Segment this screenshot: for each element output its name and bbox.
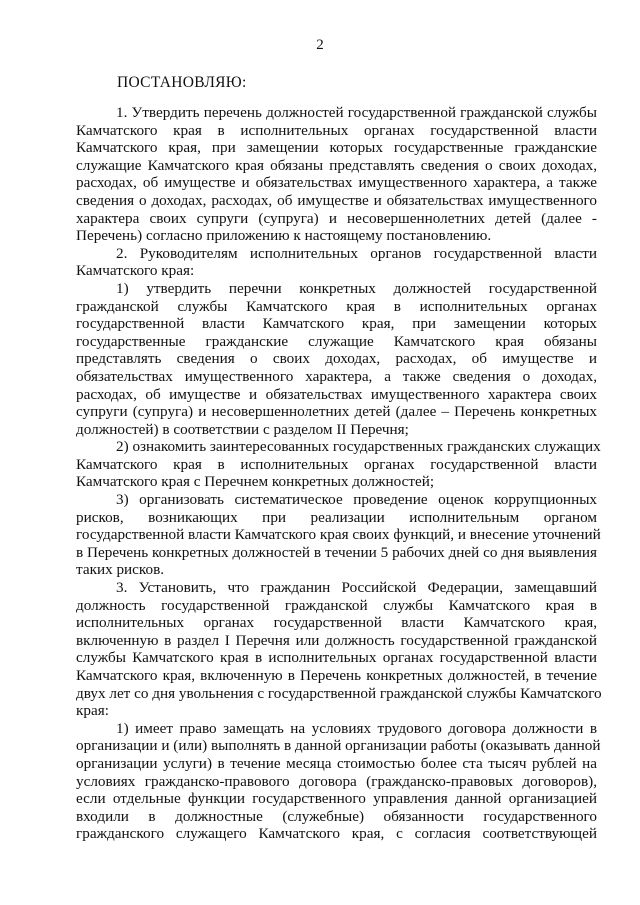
- text-line: супруги (супруга) и несовершеннолетних детей (далее – Перечень конкретных: [76, 403, 597, 421]
- text-line: должность государственной гражданской службы Камчатского края в: [76, 596, 597, 614]
- text-line: служащие Камчатского края обязаны представлять сведения о своих доходах,: [76, 156, 597, 174]
- text-line: входили в должностные (служебные) обязанности государственного: [76, 807, 597, 825]
- text-line: 2) ознакомить заинтересованных государственных гражданских служащих: [116, 438, 601, 456]
- paragraph: [76, 104, 597, 245]
- text-line: Камчатского края, при замещении которых государственные гражданские: [76, 139, 597, 157]
- text-line: расходах, об имуществе и обязательствах имущественного характера своих: [76, 385, 597, 403]
- paragraph: [76, 719, 601, 843]
- text-line: таких рисков.: [76, 561, 165, 579]
- text-line: Перечень) согласно приложению к настоящему постановлению.: [76, 227, 492, 245]
- text-line: 3. Установить, что гражданин Российской Федерации, замещавший: [116, 579, 597, 597]
- text-line: края:: [76, 702, 109, 720]
- paragraph: [76, 245, 597, 280]
- text-line: организации услуги) в течение месяца стоимостью более ста тысяч рублей на: [76, 754, 597, 772]
- text-line: государственные гражданские служащие Камчатского края обязаны: [76, 332, 597, 350]
- document-body: [76, 104, 602, 843]
- text-line: службы Камчатского края в исполнительных органах государственной власти: [76, 649, 597, 667]
- text-line: Камчатского края в исполнительных органах государственной власти: [76, 455, 597, 473]
- text-line: организации и (или) выполнять в данной организации работы (оказывать данной: [76, 737, 601, 755]
- text-line: расходах, об имуществе и обязательствах имущественного характера, а также: [76, 174, 597, 192]
- text-line: 1) имеет право замещать на условиях трудового договора должности в: [116, 719, 597, 737]
- text-line: если отдельные функции государственного управления данной организацией: [76, 790, 597, 808]
- text-line: Камчатского края с Перечнем конкретных должностей;: [76, 473, 435, 491]
- text-line: представлять сведения о своих доходах, расходах, об имуществе и: [76, 350, 597, 368]
- page-number: 2: [316, 37, 324, 53]
- text-line: Камчатского края:: [76, 262, 195, 280]
- paragraph: [76, 491, 601, 579]
- text-line: государственной власти Камчатского края, при замещении которых: [76, 315, 597, 333]
- text-line: государственной власти Камчатского края своих функций, и внесение уточнений: [76, 526, 601, 544]
- text-line: сведения о доходах, расходах, об имуществе и обязательствах имущественного: [76, 191, 597, 209]
- text-line: условиях гражданско-правового договора (гражданско-правовых договоров),: [76, 772, 597, 790]
- text-line: гражданской службы Камчатского края в исполнительных органах: [76, 297, 597, 315]
- paragraph: [76, 280, 597, 438]
- text-line: рисков, возникающих при реализации исполнительным органом: [76, 508, 597, 526]
- text-line: гражданского служащего Камчатского края, с согласия соответствующей: [76, 825, 597, 843]
- text-line: 1. Утвердить перечень должностей государственной гражданской службы: [116, 104, 597, 121]
- text-line: Камчатского края, включенную в Перечень конкретных должностей, в течение: [76, 667, 597, 684]
- text-line: 3) организовать систематическое проведение оценок коррупционных: [116, 491, 597, 509]
- text-line: 1) утвердить перечни конкретных должностей государственной: [116, 279, 597, 297]
- paragraph: [76, 579, 602, 720]
- paragraph: [76, 438, 601, 491]
- text-line: двух лет со дня увольнения с государственной гражданской службы Камчатского: [76, 684, 602, 702]
- text-line: 2. Руководителям исполнительных органов государственной власти: [116, 244, 597, 262]
- decree-heading: ПОСТАНОВЛЯЮ:: [117, 74, 247, 91]
- text-line: Камчатского края в исполнительных органах государственной власти: [76, 121, 597, 139]
- text-line: характера своих супруги (супруга) и несовершеннолетних детей (далее -: [76, 209, 597, 227]
- text-line: включенную в раздел I Перечня или должность государственной гражданской: [76, 631, 597, 649]
- text-line: обязательствах имущественного характера, а также сведения о доходах,: [76, 367, 597, 385]
- text-line: в Перечень конкретных должностей в течении 5 рабочих дней со дня выявления: [76, 543, 597, 561]
- text-line: исполнительных органах государственной власти Камчатского края,: [76, 614, 597, 632]
- text-line: должностей) в соответствии с разделом II Перечня;: [76, 420, 409, 438]
